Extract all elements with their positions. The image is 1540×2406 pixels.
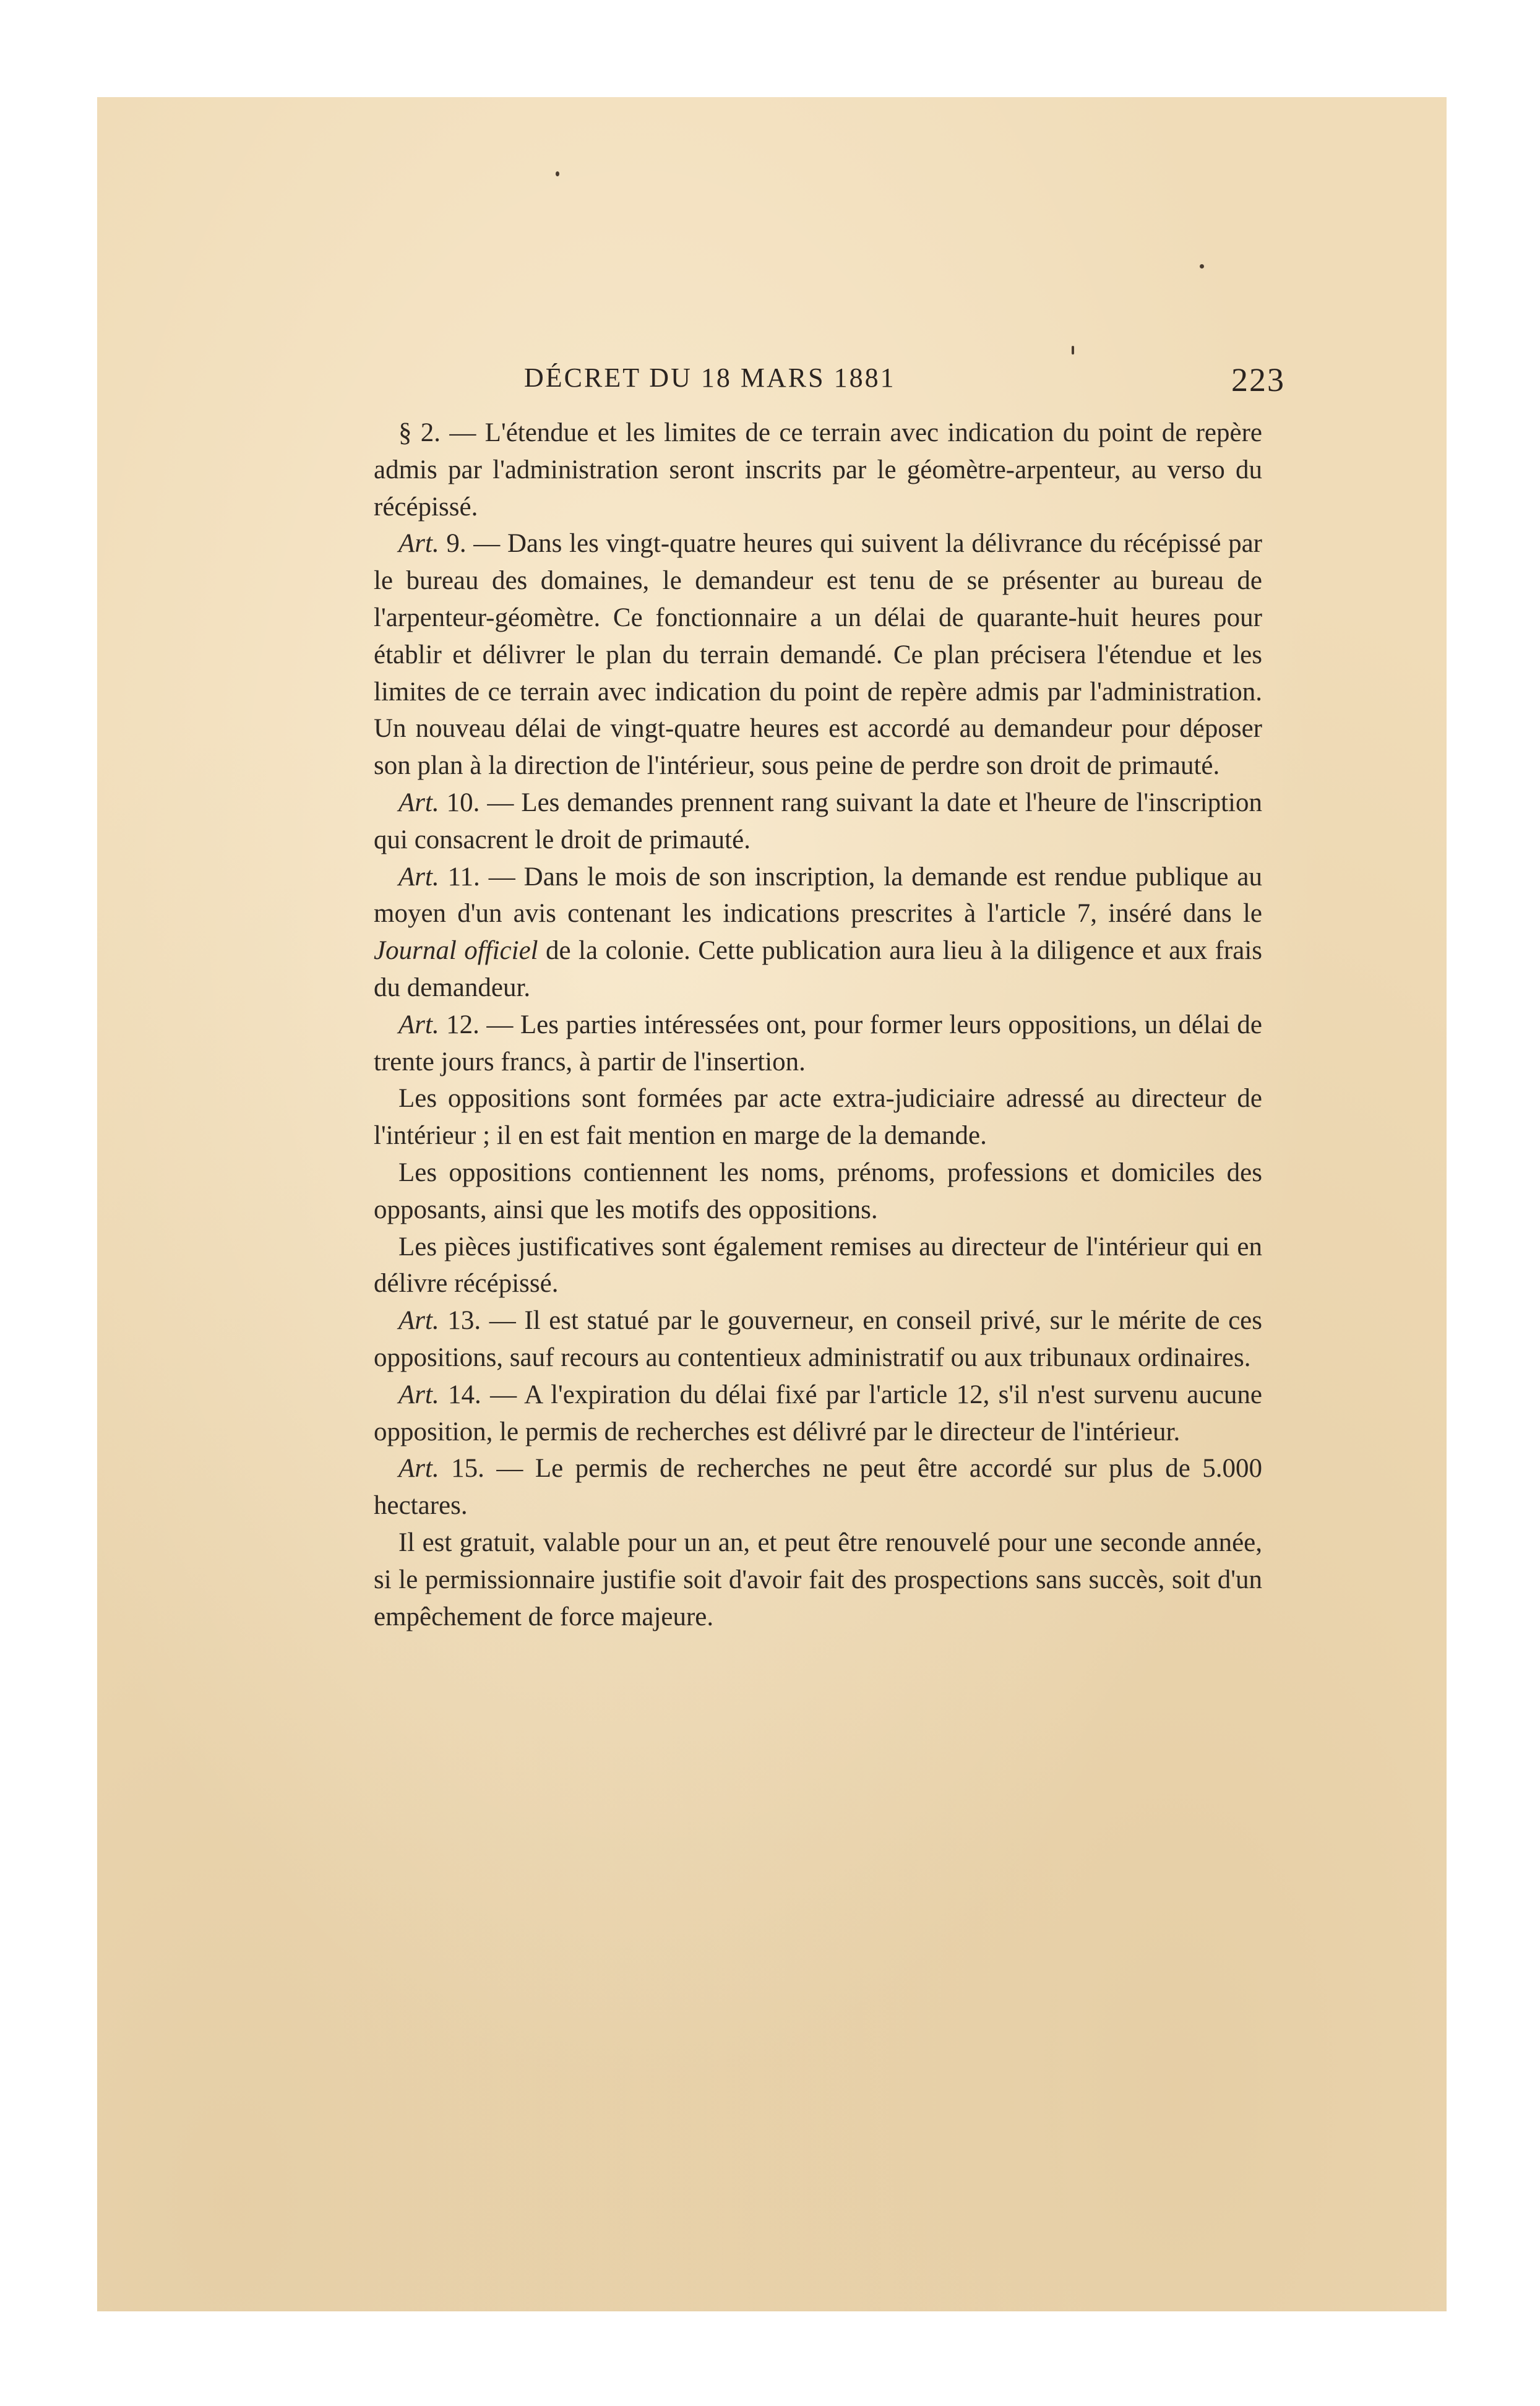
ink-speck <box>1200 264 1204 269</box>
article-label: Art. <box>398 1010 439 1039</box>
paragraph-permit-terms <box>374 1524 1262 1635</box>
article-label: Art. <box>398 862 439 892</box>
paragraph-article-13 <box>374 1302 1262 1377</box>
paragraph-article-11 <box>374 859 1262 1007</box>
scanned-page <box>97 97 1447 2311</box>
paragraph-text: § 2. — L'étendue et les limites de ce terrain avec indication du point de repère admis par l'administration seront inscrits par le géomètre-arpenteur, au verso du récépissé. <box>374 418 1262 522</box>
paragraph-text-after: de la colonie. Cette publication aura lieu à la diligence et aux frais du demandeur. <box>374 936 1263 1002</box>
page-number: 223 <box>1231 361 1285 398</box>
paragraph-oppositions-content <box>374 1154 1262 1229</box>
paragraph-article-15 <box>374 1450 1262 1524</box>
paragraph-text: 13. — Il est statué par le gouverneur, en conseil privé, sur le mérite de ces oppositions, sauf recours au contentieux administratif ou aux tribunaux ordinaires. <box>374 1306 1262 1372</box>
ink-speck <box>1072 346 1074 354</box>
paragraph-section-2 <box>374 415 1262 525</box>
running-head-title: DÉCRET DU 18 MARS 1881 <box>524 363 896 393</box>
paragraph-text: 12. — Les parties intéressées ont, pour former leurs oppositions, un délai de trente jours francs, à partir de l'insertion. <box>374 1010 1262 1076</box>
journal-title: Journal officiel <box>374 936 538 966</box>
paragraph-text: 10. — Les demandes prennent rang suivant la date et l'heure de l'inscription qui consacrent le droit de primauté. <box>374 788 1262 854</box>
paragraph-text: 14. — A l'expiration du délai fixé par l'article 12, s'il n'est survenu aucune opposition, le permis de recherches est délivré par le directeur de l'intérieur. <box>374 1380 1262 1446</box>
paragraph-text: Les oppositions contiennent les noms, prénoms, professions et domiciles des opposants, ainsi que les motifs des oppositions. <box>374 1158 1262 1224</box>
paragraph-text: Les pièces justificatives sont également remises au directeur de l'intérieur qui en délivre récépissé. <box>374 1232 1262 1299</box>
paragraph-text: 11. — Dans le mois de son inscription, la demande est rendue publique au moyen d'un avis contenant les indications prescrites à l'article 7, inséré dans le <box>374 862 1262 929</box>
paragraph-supporting-documents <box>374 1229 1262 1303</box>
article-label: Art. <box>398 1380 439 1409</box>
article-label: Art. <box>398 1306 439 1336</box>
paragraph-text: 15. — Le permis de recherches ne peut être accordé sur plus de 5.000 hectares. <box>374 1454 1262 1521</box>
ink-speck <box>556 171 559 176</box>
article-label: Art. <box>398 1454 439 1484</box>
article-label: Art. <box>398 788 439 817</box>
paragraph-article-9 <box>374 525 1262 784</box>
paragraph-oppositions-form <box>374 1080 1262 1154</box>
paragraph-text: Les oppositions sont formées par acte extra-judiciaire adressé au directeur de l'intérieur ; il en est fait mention en marge de la demande. <box>374 1084 1262 1151</box>
paragraph-text: 9. — Dans les vingt-quatre heures qui suivent la délivrance du récépissé par le bureau des domaines, le demandeur est tenu de se présenter au bureau de l'arpenteur-géomètre. Ce fonctionnaire a un délai de quarante-huit heures pour établir et délivrer le plan du terrain demandé. Ce plan précisera l'étendue et les limites de ce terrain avec indication du point de repère admis par l'administration. Un nouveau délai de vingt-quatre heures est accordé au demandeur pour déposer son plan à la direction de l'intérieur, sous peine de perdre son droit de primauté. <box>374 529 1262 781</box>
article-label: Art. <box>398 529 439 559</box>
paragraph-article-10 <box>374 784 1262 859</box>
paragraph-text: Il est gratuit, valable pour un an, et peut être renouvelé pour une seconde année, si le permissionnaire justifie soit d'avoir fait des prospections sans succès, soit d'un empêchement de force majeure. <box>374 1527 1262 1631</box>
body-text <box>374 415 1262 1635</box>
paragraph-article-12 <box>374 1007 1262 1081</box>
running-header <box>524 362 1285 411</box>
paragraph-article-14 <box>374 1377 1262 1451</box>
